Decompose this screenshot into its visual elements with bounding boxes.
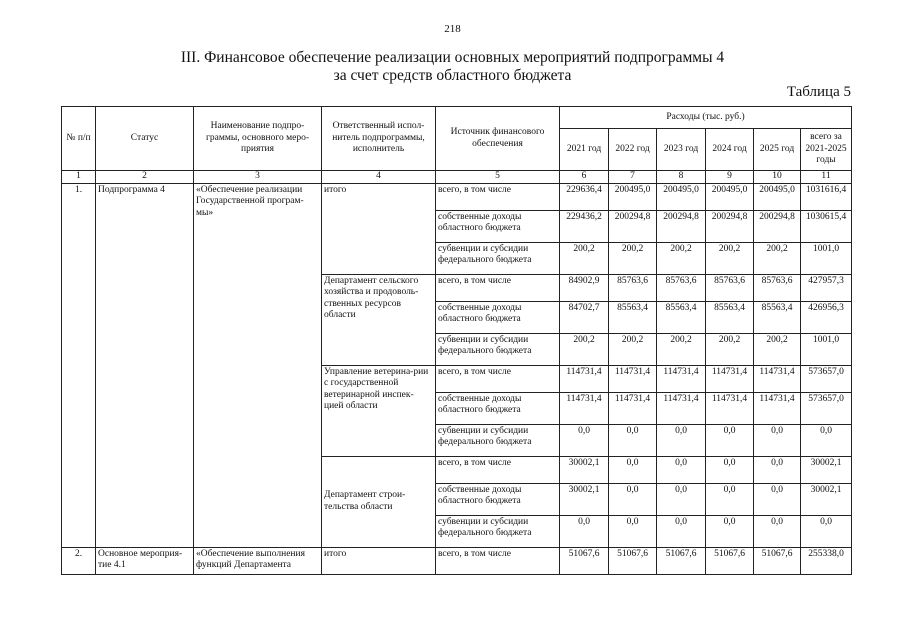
value-cell: 229436,2 (560, 210, 609, 242)
value-cell: 30002,1 (560, 483, 609, 515)
row-source: всего, в том числе (436, 365, 560, 392)
value-cell: 1031616,4 (801, 183, 852, 210)
value-cell: 0,0 (657, 456, 706, 483)
header-row (62, 107, 852, 129)
row-status: Подпрограмма 4 (96, 183, 194, 547)
value-cell: 200495,0 (706, 183, 754, 210)
header-year-2022: 2022 год (609, 129, 657, 171)
value-cell: 200495,0 (657, 183, 706, 210)
row-source: всего, в том числе (436, 274, 560, 301)
value-cell: 114731,4 (657, 392, 706, 424)
value-cell: 0,0 (706, 515, 754, 547)
value-cell: 200,2 (560, 242, 609, 274)
value-cell: 51067,6 (754, 547, 801, 574)
financing-table (61, 106, 852, 575)
value-cell: 85563,4 (657, 301, 706, 333)
value-cell: 0,0 (657, 483, 706, 515)
value-cell: 0,0 (706, 424, 754, 456)
value-cell: 200,2 (657, 242, 706, 274)
header-name: Наименование подпро-граммы, основного меро-приятия (194, 107, 322, 171)
row-source: собственные доходы областного бюджета (436, 483, 560, 515)
header-year-2021: 2021 год (560, 129, 609, 171)
value-cell: 427957,3 (801, 274, 852, 301)
value-cell: 85763,6 (609, 274, 657, 301)
col-number: 3 (194, 171, 322, 184)
value-cell: 51067,6 (560, 547, 609, 574)
value-cell: 200,2 (754, 242, 801, 274)
value-cell: 85763,6 (706, 274, 754, 301)
table-row (62, 183, 852, 210)
value-cell: 114731,4 (706, 365, 754, 392)
value-cell: 0,0 (609, 515, 657, 547)
value-cell: 200,2 (560, 333, 609, 365)
row-source: всего, в том числе (436, 456, 560, 483)
row-responsible: Управление ветерина-рии с государственной ветеринарной инспек-цией области (322, 365, 436, 456)
value-cell: 51067,6 (657, 547, 706, 574)
value-cell: 84902,9 (560, 274, 609, 301)
value-cell: 0,0 (754, 424, 801, 456)
value-cell: 200495,0 (754, 183, 801, 210)
value-cell: 114731,4 (754, 392, 801, 424)
value-cell: 0,0 (754, 483, 801, 515)
value-cell: 200294,8 (706, 210, 754, 242)
row-responsible: Департамент сельского хозяйства и продоволь-ственных ресурсов области (322, 274, 436, 365)
row-responsible: Департамент строи-тельства области (322, 456, 436, 547)
row-source: всего, в том числе (436, 547, 560, 574)
section-title (0, 49, 905, 85)
row-status: Основное мероприя-тие 4.1 (96, 547, 194, 574)
value-cell: 0,0 (801, 424, 852, 456)
value-cell: 229636,4 (560, 183, 609, 210)
row-name: «Обеспечение выполнения функций Департамента (194, 547, 322, 574)
value-cell: 85763,6 (754, 274, 801, 301)
header-status: Статус (96, 107, 194, 171)
value-cell: 0,0 (706, 483, 754, 515)
value-cell: 0,0 (754, 515, 801, 547)
col-number: 1 (62, 171, 96, 184)
value-cell: 51067,6 (706, 547, 754, 574)
value-cell: 0,0 (754, 456, 801, 483)
value-cell: 30002,1 (801, 456, 852, 483)
row-number: 1. (62, 183, 96, 547)
row-responsible: итого (322, 183, 436, 274)
row-number: 2. (62, 547, 96, 574)
row-source: собственные доходы областного бюджета (436, 301, 560, 333)
value-cell: 85563,4 (706, 301, 754, 333)
row-source: субвенции и субсидии федерального бюджета (436, 242, 560, 274)
col-number: 5 (436, 171, 560, 184)
value-cell: 0,0 (560, 515, 609, 547)
row-source: всего, в том числе (436, 183, 560, 210)
col-number: 4 (322, 171, 436, 184)
value-cell: 200495,0 (609, 183, 657, 210)
value-cell: 200,2 (609, 333, 657, 365)
column-numbers-row (62, 171, 852, 184)
col-number: 8 (657, 171, 706, 184)
value-cell: 0,0 (609, 424, 657, 456)
row-source: субвенции и субсидии федерального бюджета (436, 333, 560, 365)
value-cell: 0,0 (657, 515, 706, 547)
header-expenses: Расходы (тыс. руб.) (560, 107, 852, 129)
value-cell: 426956,3 (801, 301, 852, 333)
value-cell: 114731,4 (754, 365, 801, 392)
value-cell: 114731,4 (609, 392, 657, 424)
value-cell: 200,2 (657, 333, 706, 365)
value-cell: 114731,4 (560, 365, 609, 392)
col-number: 2 (96, 171, 194, 184)
header-year-2025: 2025 год (754, 129, 801, 171)
value-cell: 114731,4 (609, 365, 657, 392)
value-cell: 1001,0 (801, 333, 852, 365)
col-number: 6 (560, 171, 609, 184)
title-line-2: за счет средств областного бюджета (333, 67, 572, 84)
header-source: Источник финансового обеспечения (436, 107, 560, 171)
value-cell: 1030615,4 (801, 210, 852, 242)
value-cell: 51067,6 (609, 547, 657, 574)
value-cell: 114731,4 (657, 365, 706, 392)
header-year-2023: 2023 год (657, 129, 706, 171)
row-source: собственные доходы областного бюджета (436, 210, 560, 242)
value-cell: 200,2 (706, 333, 754, 365)
col-number: 10 (754, 171, 801, 184)
value-cell: 0,0 (706, 456, 754, 483)
header-num: № п/п (62, 107, 96, 171)
header-year-2024: 2024 год (706, 129, 754, 171)
value-cell: 85763,6 (657, 274, 706, 301)
row-name: «Обеспечение реализации Государственной програм-мы» (194, 183, 322, 547)
value-cell: 573657,0 (801, 392, 852, 424)
header-total: всего за 2021-2025 годы (801, 129, 852, 171)
value-cell: 84702,7 (560, 301, 609, 333)
value-cell: 85563,4 (754, 301, 801, 333)
value-cell: 30002,1 (560, 456, 609, 483)
value-cell: 200,2 (706, 242, 754, 274)
value-cell: 0,0 (657, 424, 706, 456)
table-row (62, 547, 852, 574)
value-cell: 573657,0 (801, 365, 852, 392)
value-cell: 0,0 (560, 424, 609, 456)
col-number: 7 (609, 171, 657, 184)
value-cell: 200,2 (754, 333, 801, 365)
value-cell: 85563,4 (609, 301, 657, 333)
col-number: 11 (801, 171, 852, 184)
value-cell: 1001,0 (801, 242, 852, 274)
value-cell: 200294,8 (754, 210, 801, 242)
value-cell: 0,0 (609, 456, 657, 483)
row-source: собственные доходы областного бюджета (436, 392, 560, 424)
value-cell: 200294,8 (609, 210, 657, 242)
title-line-1: III. Финансовое обеспечение реализации основных мероприятий подпрограммы 4 (180, 49, 725, 66)
value-cell: 200,2 (609, 242, 657, 274)
value-cell: 30002,1 (801, 483, 852, 515)
table-caption: Таблица 5 (786, 84, 851, 100)
row-source: субвенции и субсидии федерального бюджета (436, 424, 560, 456)
value-cell: 0,0 (609, 483, 657, 515)
value-cell: 255338,0 (801, 547, 852, 574)
row-source: субвенции и субсидии федерального бюджета (436, 515, 560, 547)
value-cell: 114731,4 (706, 392, 754, 424)
col-number: 9 (706, 171, 754, 184)
row-responsible: итого (322, 547, 436, 574)
value-cell: 114731,4 (560, 392, 609, 424)
header-responsible: Ответственный испол-нитель подпрограммы, исполнитель (322, 107, 436, 171)
value-cell: 200294,8 (657, 210, 706, 242)
value-cell: 0,0 (801, 515, 852, 547)
page-number: 218 (444, 23, 461, 35)
